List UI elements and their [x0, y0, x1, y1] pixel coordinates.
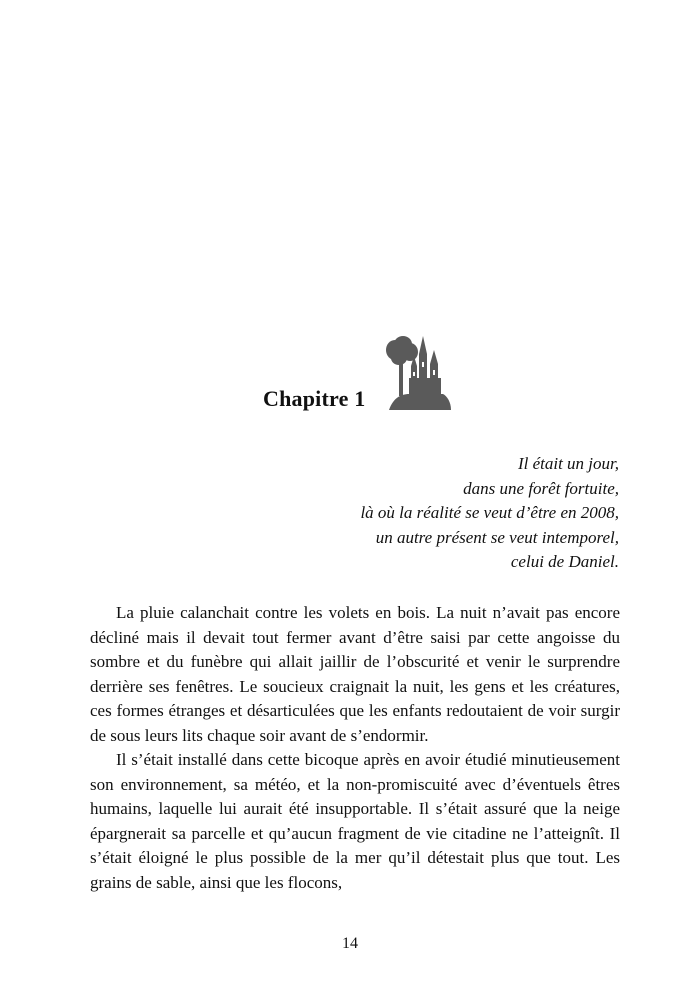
epigraph-line: Il était un jour,: [517, 454, 619, 473]
chapter-title: Chapitre 1: [263, 386, 366, 411]
epigraph-line: un autre présent se veut intemporel,: [375, 527, 619, 547]
epigraph-line: dans une forêt fortuite,: [463, 478, 619, 498]
castle-tree-icon: [383, 336, 451, 410]
chapter-heading: [0, 336, 700, 416]
paragraph: La pluie calanchait contre les volets en bois. La nuit n’avait pas encore décliné mais il devait tout fermer avant d’être saisi par cette angoisse du sombre et du funèbre qui allait jaillir de l’obscurité et venir le surprendre derrière ses fenêtres. Le soucieux craignait la nuit, les gens et les créatures, ces formes étranges et désarticulées que les enfants redoutaient de voir surgir de sous leurs lits chaque soir avant de s’endormir.: [90, 603, 620, 745]
epigraph-line: là où la réalité se veut d’être en 2008,: [360, 503, 619, 522]
paragraph: Il s’était installé dans cette bicoque après en avoir étudié minutieusement son environnement, sa météo, et la non-promiscuité avec d’éventuels êtres humains, laquelle lui aurait été insupportable. Il s’était assuré que la neige épargnerait sa parcelle et qu’aucun fragment de vie citadine ne l’atteignît. Il s’était éloigné le plus possible de la mer qu’il détestait plus que tout. Les grains de sable, ainsi que les flocons,: [90, 750, 620, 892]
body-text: [90, 601, 620, 895]
epigraph: [219, 452, 619, 575]
page-number: 14: [342, 935, 358, 952]
epigraph-line: celui de Daniel.: [510, 552, 619, 571]
